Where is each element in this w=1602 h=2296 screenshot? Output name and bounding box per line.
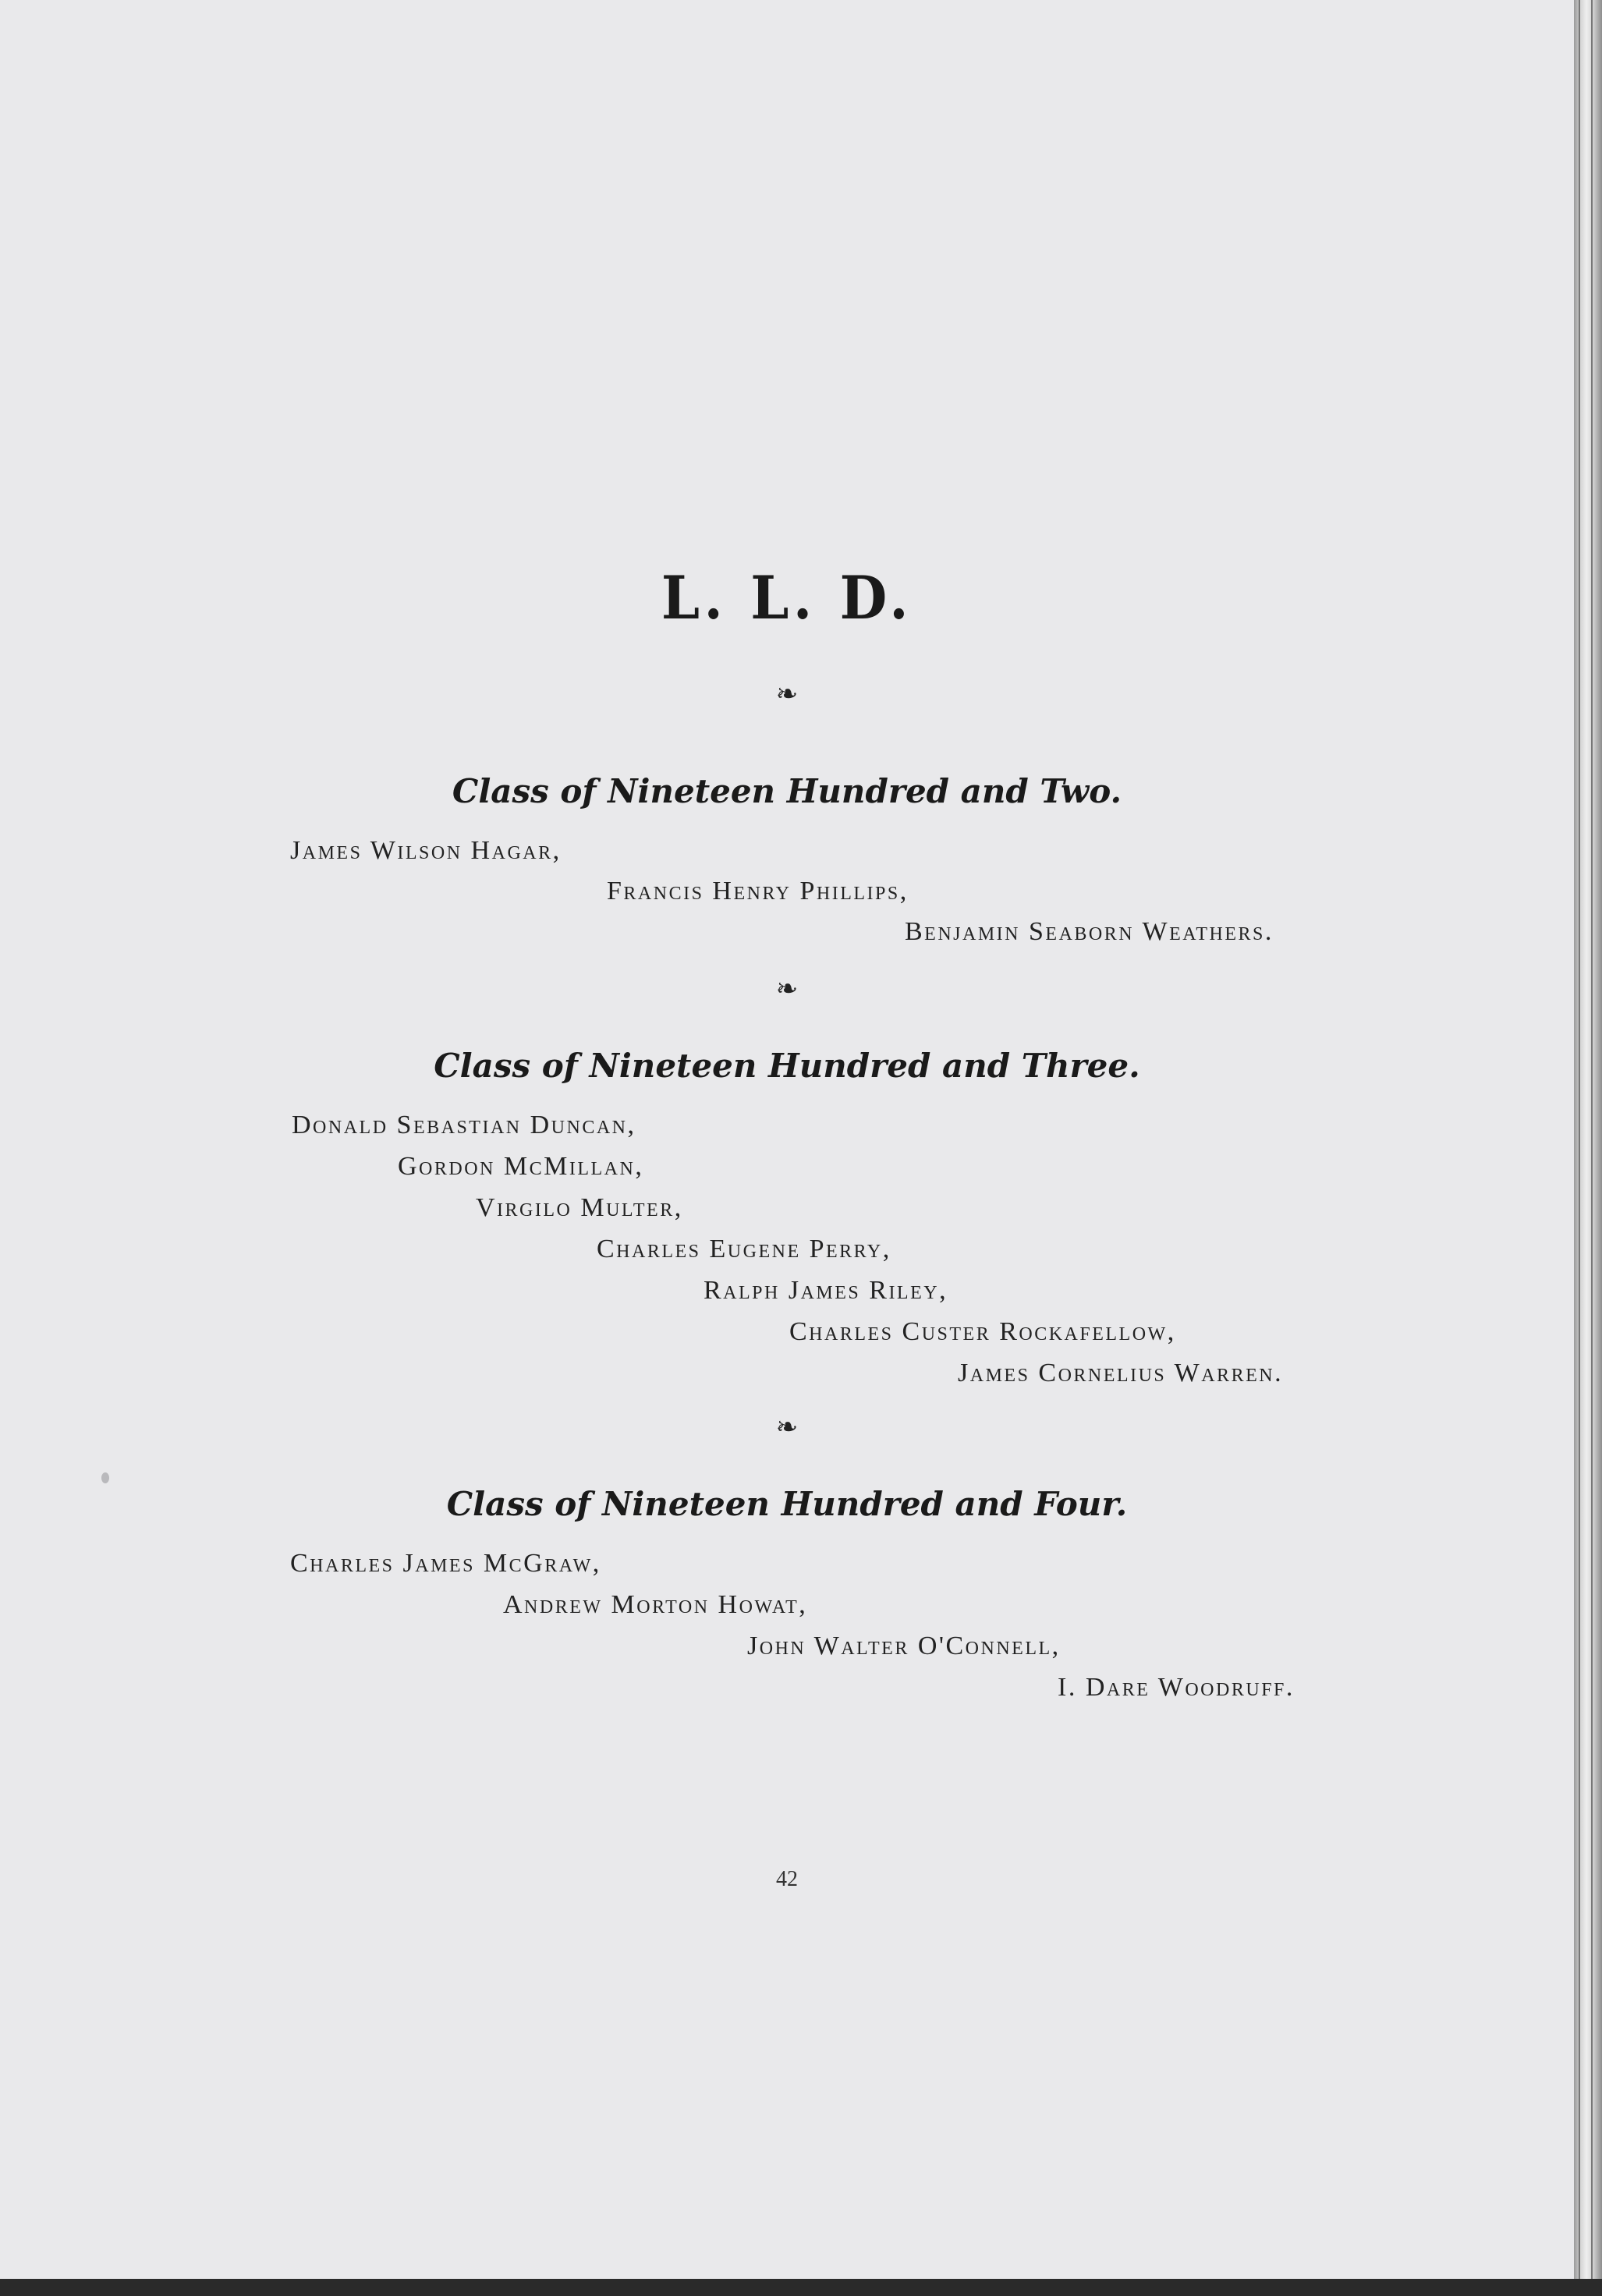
fleuron-ornament: ❧ (775, 1413, 799, 1442)
page-number: 42 (776, 1867, 798, 1891)
name-entry: I. Dare Woodruff. (1058, 1673, 1295, 1702)
paper-speck (101, 1472, 109, 1483)
name-entry: John Walter O'Connell, (747, 1632, 1061, 1660)
name-entry: Benjamin Seaborn Weathers. (905, 917, 1274, 946)
name-entry: Francis Henry Phillips, (607, 877, 909, 905)
scan-border (0, 2279, 1602, 2296)
name-entry: Charles James McGraw, (290, 1549, 601, 1578)
fleuron-ornament: ❧ (775, 680, 799, 709)
name-entry: Charles Eugene Perry, (597, 1235, 891, 1263)
class-heading-1904: Class of Nineteen Hundred and Four. (446, 1485, 1128, 1523)
class-heading-1903: Class of Nineteen Hundred and Three. (434, 1047, 1140, 1085)
page-edge-line (1591, 0, 1593, 2279)
name-entry: Andrew Morton Howat, (503, 1590, 808, 1619)
name-entry: Charles Custer Rockafellow, (789, 1317, 1176, 1346)
name-entry: James Wilson Hagar, (290, 836, 562, 865)
degree-title: L. L. D. (661, 563, 913, 632)
name-entry: Gordon McMillan, (398, 1152, 644, 1181)
name-entry: Donald Sebastian Duncan, (292, 1111, 636, 1139)
fleuron-ornament: ❧ (775, 975, 799, 1004)
class-heading-1902: Class of Nineteen Hundred and Two. (452, 772, 1122, 810)
name-entry: Ralph James Riley, (704, 1276, 948, 1305)
name-entry: James Cornelius Warren. (958, 1359, 1284, 1387)
page-edge-line (1579, 0, 1580, 2279)
name-entry: Virgilo Multer, (476, 1193, 683, 1222)
